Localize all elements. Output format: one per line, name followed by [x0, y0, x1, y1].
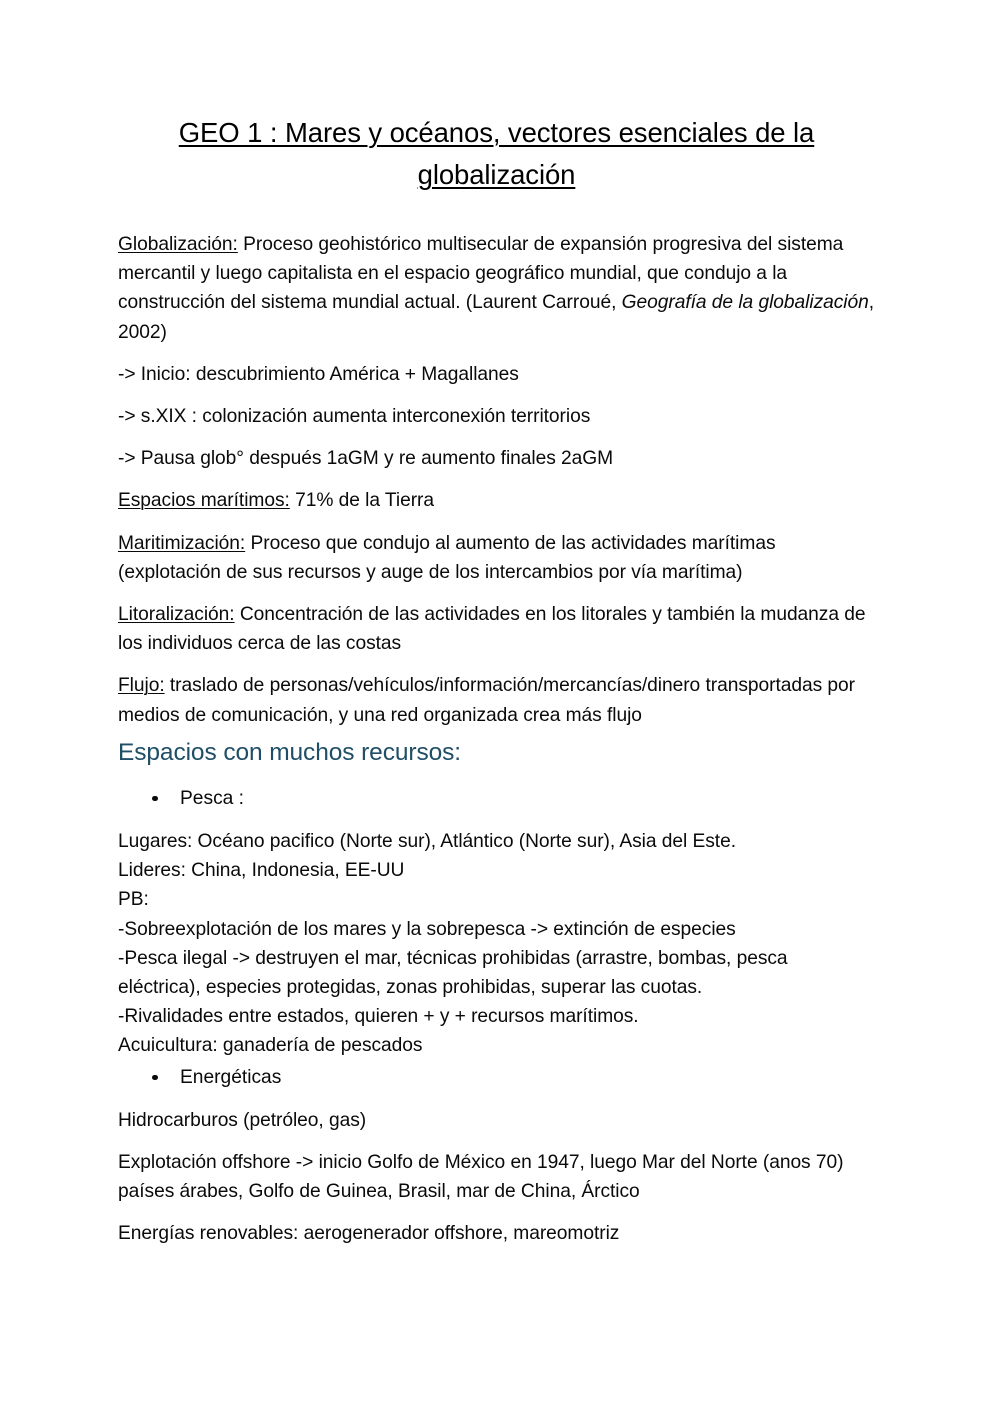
definition-flujo: traslado de personas/vehículos/información/mercancías/dinero transportadas por medios de comunicación, y una red organizada crea más flujo: [118, 675, 855, 726]
definition-litoralizacion: Concentración de las actividades en los litorales y también la mudanza de los individuos cerca de las costas: [118, 604, 866, 655]
paragraph-explotacion-offshore: Explotación offshore -> inicio Golfo de México en 1947, luego Mar del Norte (anos 70) países árabes, Golfo de Guinea, Brasil, mar de China, Árctico: [118, 1152, 844, 1203]
page-title: [118, 0, 875, 196]
section-heading-recursos: Espacios con muchos recursos:: [118, 738, 461, 766]
list-item-pesca: [118, 784, 875, 813]
definition-globalizacion-part1: Proceso geohistórico multisecular de expansión progresiva del sistema mercantil y luego capitalista en el espacio geográfico mundial, que condujo a la construcción del sistema mundial actual. (Laurent Carroué,: [118, 234, 844, 314]
bullet-dot-icon: [152, 1075, 158, 1081]
value-espacios-maritimos: 71% de la Tierra: [289, 490, 434, 512]
paragraph-flujo: [118, 671, 875, 729]
paragraph-globalizacion: [118, 230, 875, 347]
pesca-line-lugares: Lugares: Océano pacifico (Norte sur), Atlántico (Norte sur), Asia del Este.: [118, 831, 736, 853]
pesca-line-sobreexplotacion: -Sobreexplotación de los mares y la sobrepesca -> extinción de especies: [118, 918, 736, 940]
pesca-line-rivalidades: -Rivalidades entre estados, quieren + y + recursos marítimos.: [118, 1006, 639, 1028]
term-litoralizacion: Litoralización:: [118, 604, 235, 626]
list-item-label: Pesca :: [180, 787, 244, 809]
paragraph-maritimizacion: [118, 529, 875, 587]
paragraph-litoralizacion: [118, 600, 875, 658]
page-title-line-2: globalización: [417, 159, 576, 190]
definition-globalizacion-part2: , 2002): [118, 292, 875, 343]
list-item-label: Energéticas: [180, 1066, 282, 1088]
document-body: [118, 196, 875, 1249]
bullet-dot-icon: [152, 796, 158, 802]
pesca-line-acuicultura: Acuicultura: ganadería de pescados: [118, 1035, 423, 1057]
term-maritimizacion: Maritimización:: [118, 532, 246, 554]
list-item-energeticas: [118, 1063, 875, 1092]
pesca-line-ilegal: -Pesca ilegal -> destruyen el mar, técnicas prohibidas (arrastre, bombas, pesca eléctrica), especies protegidas, zonas prohibidas, superar las cuotas.: [118, 947, 788, 999]
pesca-line-lideres: Lideres: China, Indonesia, EE-UU: [118, 860, 405, 882]
page-title-line-1: GEO 1 : Mares y océanos, vectores esenciales de la: [178, 117, 815, 148]
paragraph-hidrocarburos: Hidrocarburos (petróleo, gas): [118, 1109, 367, 1131]
definition-maritimizacion: Proceso que condujo al aumento de las actividades marítimas (explotación de sus recursos y auge de los intercambios por vía marítima): [118, 532, 776, 583]
paragraph-espacios-maritimos: [118, 486, 875, 515]
paragraph-arrow-pausa: -> Pausa glob° después 1aGM y re aumento finales 2aGM: [118, 448, 614, 470]
paragraph-energias-renovables: Energías renovables: aerogenerador offshore, mareomotriz: [118, 1223, 620, 1245]
pesca-detail-block: [118, 827, 875, 1061]
bullet-list-pesca: [118, 784, 875, 813]
source-title-italic: Geografía de la globalización: [621, 292, 869, 314]
term-globalizacion: Globalización:: [118, 234, 238, 255]
term-espacios-maritimos: Espacios marítimos:: [118, 490, 290, 512]
paragraph-arrow-sxix: -> s.XIX : colonización aumenta interconexión territorios: [118, 406, 591, 428]
term-flujo: Flujo:: [118, 675, 165, 697]
paragraph-arrow-inicio: -> Inicio: descubrimiento América + Magallanes: [118, 363, 519, 385]
pesca-line-pb: PB:: [118, 889, 149, 911]
bullet-list-energeticas: [118, 1063, 875, 1092]
